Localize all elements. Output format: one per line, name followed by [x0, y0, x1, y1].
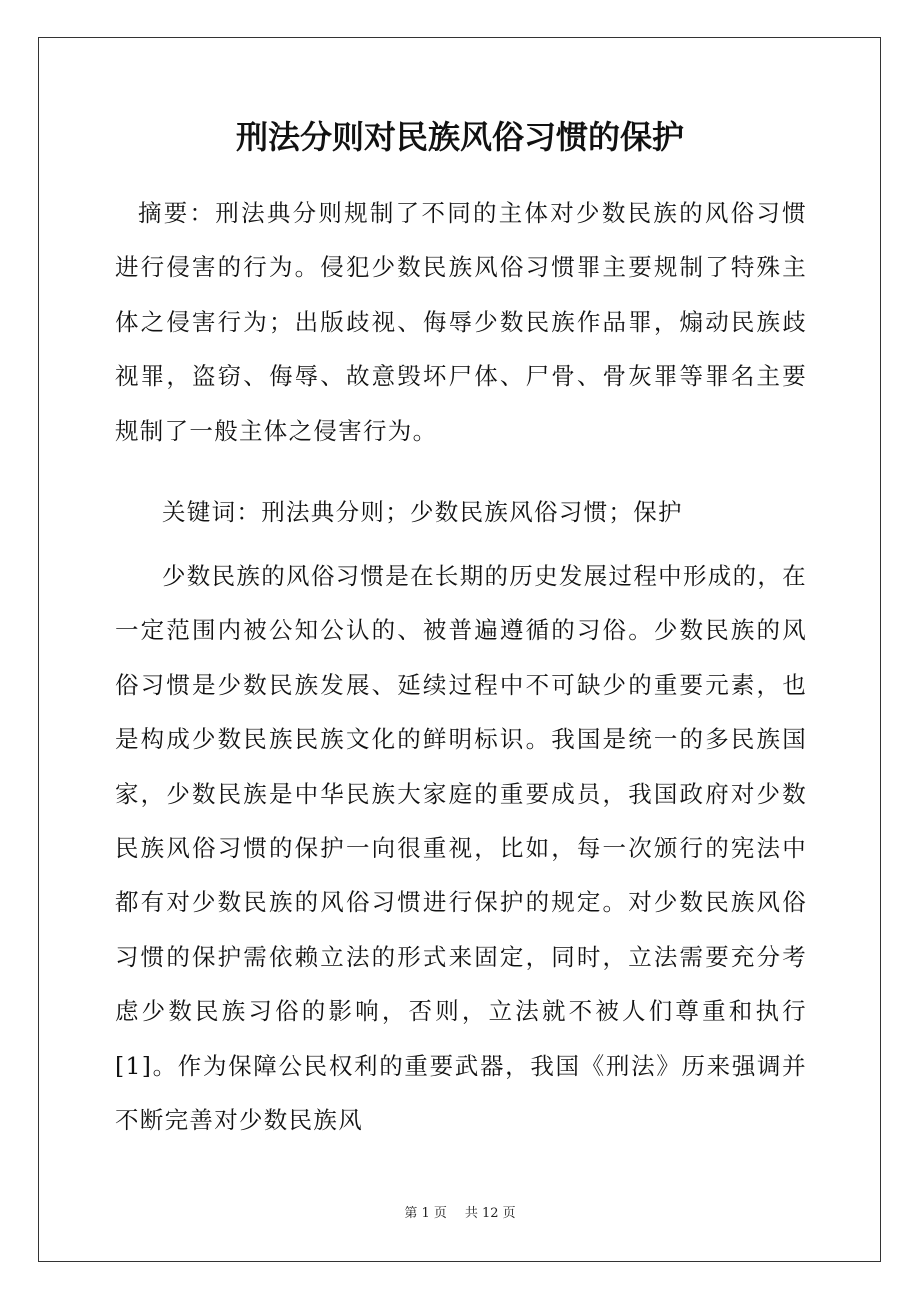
- abstract-paragraph: 摘要：刑法典分则规制了不同的主体对少数民族的风俗习惯进行侵害的行为。侵犯少数民族风俗习惯罪主要规制了特殊主体之侵害行为；出版歧视、侮辱少数民族作品罪，煽动民族歧视罪，盗窃、侮辱、故意毁坏尸体、尸骨、骨灰罪等罪名主要规制了一般主体之侵害行为。: [115, 199, 807, 445]
- document-title: 刑法分则对民族风俗习惯的保护: [235, 118, 684, 156]
- page-total: 共 12 页: [464, 1206, 516, 1221]
- page-number: 第 1 页: [404, 1206, 447, 1221]
- intro-paragraph: 少数民族的风俗习惯是在长期的历史发展过程中形成的，在一定范围内被公知公认的、被普遍遵循的习俗。少数民族的风俗习惯是少数民族发展、延续过程中不可缺少的重要元素，也是构成少数民族民族文化的鲜明标识。我国是统一的多民族国家，少数民族是中华民族大家庭的重要成员，我国政府对少数民族风俗习惯的保护一向很重视，比如，每一次颁行的宪法中都有对少数民族的风俗习惯进行保护的规定。对少数民族风俗习惯的保护需依赖立法的形式来固定，同时，立法需要充分考虑少数民族习俗的影响，否则，立法就不被人们尊重和执行[1]。作为保障公民权利的重要武器，我国《刑法》历来强调并不断完善对少数民族风: [115, 562, 807, 1135]
- keywords-paragraph: 关键词：刑法典分则；少数民族风俗习惯；保护: [162, 498, 683, 526]
- page-footer: [0, 1204, 920, 1224]
